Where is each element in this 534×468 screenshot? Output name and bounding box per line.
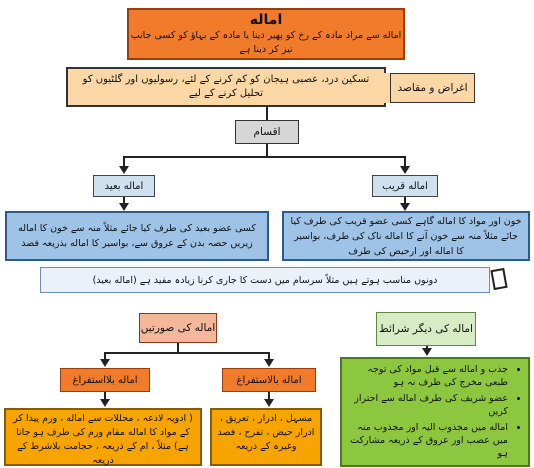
form-ma-description: مسہل ، ادرار ، تعریق ، ادرار حیض ، تفرح ، فصد وغیرہ کے ذریعہ	[210, 408, 322, 466]
arrow-down-icon	[100, 399, 110, 407]
arrow-down-icon	[264, 399, 274, 407]
title-box	[127, 8, 405, 60]
conditions-label: اماله کی دیگر شرائط	[376, 312, 476, 346]
list-item: • اماله میں مجذوب الیہ اور مجذوب منہ میں عصب اور عروق کے ذریعہ مشارکت ہو	[348, 421, 508, 460]
note-icon	[490, 268, 507, 290]
form-bila-description: ( ادویہ لاذعہ ، محللات سے اماله ، ورم پیدا کر کے مواد کا اماله مقام ورم کی طرف ہو جاتا ہے) مثلاً ، ام کے ذریعہ ، حجامت بلاشرط کے ذریعہ	[4, 408, 202, 466]
page-title: اماله	[249, 12, 283, 28]
list-item: • جذب و اماله سے قبل مواد کی توجہ طبعی مخرج کی طرف نہ ہو	[348, 363, 508, 389]
arrow-down-icon	[119, 203, 129, 211]
form-bila-istifragh: اماله بلااستفراغ	[60, 368, 150, 392]
arrow-down-icon	[119, 166, 129, 174]
arrow-down-icon	[264, 359, 274, 367]
arrow-down-icon	[400, 203, 410, 211]
connector	[266, 107, 268, 120]
connector	[104, 352, 270, 354]
list-item: • عضو شریف کی طرف اماله سے احتراز کریں	[348, 392, 508, 418]
form-bil-istifragh: اماله بالاستفراغ	[222, 368, 316, 392]
connector	[123, 156, 406, 158]
arrow-down-icon	[400, 166, 410, 174]
aims-label: اغراض و مقاصد	[390, 73, 475, 103]
note-box: دونوں مناسب ہوتے ہیں مثلاً سرسام میں دست کا جاری کرنا زیادہ مفید ہے (اماله بعید)	[40, 267, 490, 293]
forms-label: اماله کی صورتیں	[139, 313, 217, 343]
type-qareeb: اماله قریب	[372, 175, 438, 197]
types-label: اقسام	[235, 120, 299, 144]
type-baeed: اماله بعید	[93, 175, 155, 197]
definition-text: اماله سے مراد مادہ کے رخ کو پھیر دینا یا مادہ کے بہاؤ کو کسی جانب تیز کر دینا ہے	[130, 30, 402, 55]
conditions-list	[340, 357, 530, 467]
type-qareeb-description: خون اور مواد کا اماله گاہے کسی عضو قریب کی طرف کیا جائے مثلاً منہ سے خون آنے کا اماله ناک کی طرف، بواسیر کا اماله اور ارحیض کی طرف	[282, 211, 530, 261]
arrow-down-icon	[422, 348, 432, 356]
aims-text: تسکین درد، عصبی ہیجان کو کم کرنے کے لئے، رسولیوں اور گلٹیوں کو تحلیل کرنے کے لیے	[66, 67, 386, 107]
type-baeed-description: کسی عضو بعید کی طرف کیا جائے مثلاً منہ سے خون کا اماله زیریں حصہ بدن کے عروق سے، بواسیر کا اماله بذریعہ فصد	[5, 211, 269, 261]
arrow-down-icon	[100, 359, 110, 367]
